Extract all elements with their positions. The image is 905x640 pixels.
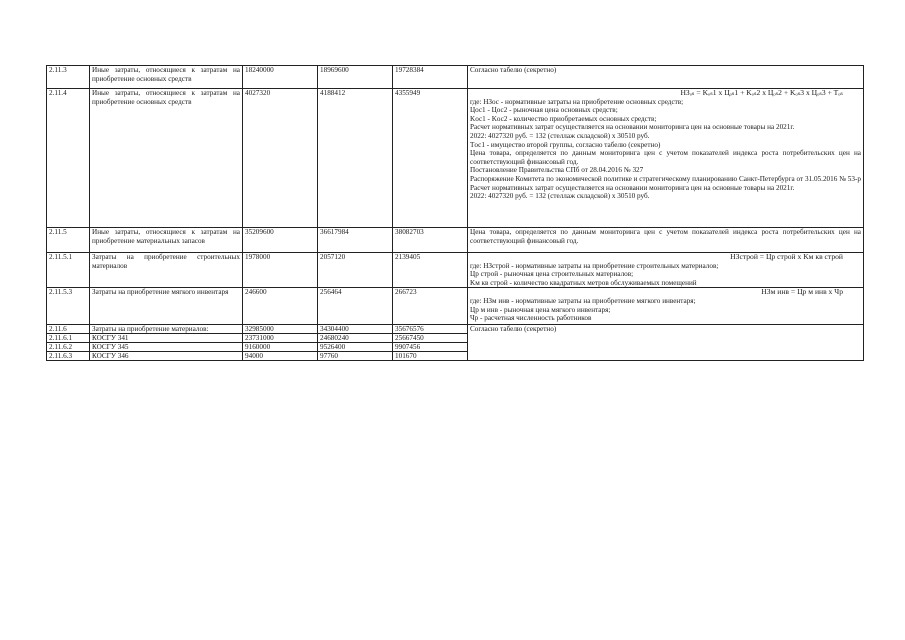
note-line: Kос1 - Kос2 - количество приобретаемых основных средств; [470, 114, 657, 123]
value-2024: 2139405 [393, 253, 468, 288]
formula: НЗₒₛ = Kₒₛ1 x Цₒₛ1 + Kₒₛ2 x Цₒₛ2 + Kₒₛ3 x Цₒₛ3 + Tₒₛ [680, 88, 843, 97]
note-line: Чр - расчетная численность работников [470, 314, 592, 323]
table-row [47, 89, 864, 228]
value-2023: 97760 [318, 352, 393, 361]
value-2024: 35676576 [393, 325, 468, 334]
row-name: Иные затраты, относящиеся к затратам на приобретение основных средств [90, 89, 243, 228]
note-line: Согласно табелю (секретно) [470, 325, 557, 334]
row-code: 2.11.6.1 [47, 334, 90, 343]
value-2022: 18240000 [243, 66, 318, 89]
table-row [47, 66, 864, 89]
value-2024: 9907456 [393, 343, 468, 352]
table-row [47, 228, 864, 253]
row-note [468, 66, 864, 89]
note-line: Цена товара, определяется по данным мониторинга цен с учетом показателей индекса роста потребительских цен на соответствующий финансовый год. [470, 228, 861, 245]
row-name: КОСГУ 346 [90, 352, 243, 361]
note-line: Согласно табелю (секретно) [470, 66, 557, 74]
value-2024: 19728384 [393, 66, 468, 89]
note-line: где: НЗстрой - нормативные затраты на приобретение строительных материалов; [470, 261, 719, 270]
row-code: 2.11.3 [47, 66, 90, 89]
value-2023: 256464 [318, 288, 393, 325]
value-2024: 4355949 [393, 89, 468, 228]
row-name: Иные затраты, относящиеся к затратам на приобретение основных средств [90, 66, 243, 89]
note-line: Распоряжение Комитета по экономической политике и стратегическому планированию Санкт-Петербурга от 31.05.2016 № 53-р [470, 174, 861, 183]
value-2024: 266723 [393, 288, 468, 325]
row-code: 2.11.5.3 [47, 288, 90, 325]
note-line: где: НЗос - нормативные затраты на приобретение основных средств; [470, 97, 684, 106]
note-line: Цена товара, определяется по данным мониторинга цен с учетом показателей индекса роста потребительских цен на соответствующий финансовый год. [470, 149, 861, 166]
row-name: Затраты на приобретение материалов: [90, 325, 243, 334]
row-note [468, 228, 864, 253]
note-line: Постановление Правительства СПб от 28.04.2016 № 327 [470, 166, 644, 175]
row-code: 2.11.5.1 [47, 253, 90, 288]
value-2022: 4027320 [243, 89, 318, 228]
row-note [468, 288, 864, 325]
value-2024: 38082703 [393, 228, 468, 253]
value-2022: 9160000 [243, 343, 318, 352]
note-line: Расчет нормативных затрат осуществляется на основании мониторинга цен на основные товары на 2021г. [470, 183, 795, 192]
row-note [468, 253, 864, 288]
formula: НЗстрой = Цр строй x Kм кв строй [730, 252, 843, 261]
row-code: 2.11.6.2 [47, 343, 90, 352]
value-2023: 34304400 [318, 325, 393, 334]
note-line: Kм кв строй - количество квадратных метров обслуживаемых помещений [470, 278, 697, 287]
value-2023: 24680240 [318, 334, 393, 343]
value-2022: 1978000 [243, 253, 318, 288]
value-2022: 35209600 [243, 228, 318, 253]
row-name: КОСГУ 345 [90, 343, 243, 352]
row-note [468, 325, 864, 361]
table-row [47, 253, 864, 288]
row-code: 2.11.5 [47, 228, 90, 253]
cost-table [46, 65, 864, 361]
row-name: Иные затраты, относящиеся к затратам на приобретение материальных запасов [90, 228, 243, 253]
note-line: Tос1 - имущество второй группы, согласно табелю (секретно) [470, 140, 661, 149]
value-2023: 36617984 [318, 228, 393, 253]
row-name: КОСГУ 341 [90, 334, 243, 343]
note-line: 2022: 4027320 руб. = 132 (стеллаж складской) x 30510 руб. [470, 131, 650, 140]
value-2023: 4188412 [318, 89, 393, 228]
formula: НЗм инв = Цр м инв x Чр [761, 287, 843, 297]
note-line: Расчет нормативных затрат осуществляется на основании мониторинга цен на основные товары на 2021г. [470, 123, 795, 132]
note-line: где: НЗм инв - нормативные затраты на приобретение мягкого инвентаря; [470, 296, 696, 305]
value-2023: 9526400 [318, 343, 393, 352]
table-row [47, 288, 864, 325]
note-line: 2022: 4027320 руб. = 132 (стеллаж складской) x 30510 руб. [470, 192, 650, 201]
table-row [47, 325, 864, 334]
note-line: Цр м инв - рыночная цена мягкого инвентаря; [470, 305, 611, 314]
note-line: Цос1 - Цос2 - рыночная цена основных средств; [470, 106, 618, 115]
value-2022: 23731000 [243, 334, 318, 343]
note-line: Цр строй - рыночная цена строительных материалов; [470, 270, 634, 279]
value-2022: 32985000 [243, 325, 318, 334]
row-name: Затраты на приобретение мягкого инвентаря [90, 288, 243, 325]
row-code: 2.11.6.3 [47, 352, 90, 361]
row-code: 2.11.4 [47, 89, 90, 228]
value-2022: 94000 [243, 352, 318, 361]
row-note [468, 89, 864, 228]
value-2023: 2057120 [318, 253, 393, 288]
value-2022: 246600 [243, 288, 318, 325]
row-code: 2.11.6 [47, 325, 90, 334]
value-2024: 101670 [393, 352, 468, 361]
row-name: Затраты на приобретение строительных материалов [90, 253, 243, 288]
value-2023: 18969600 [318, 66, 393, 89]
value-2024: 25667450 [393, 334, 468, 343]
